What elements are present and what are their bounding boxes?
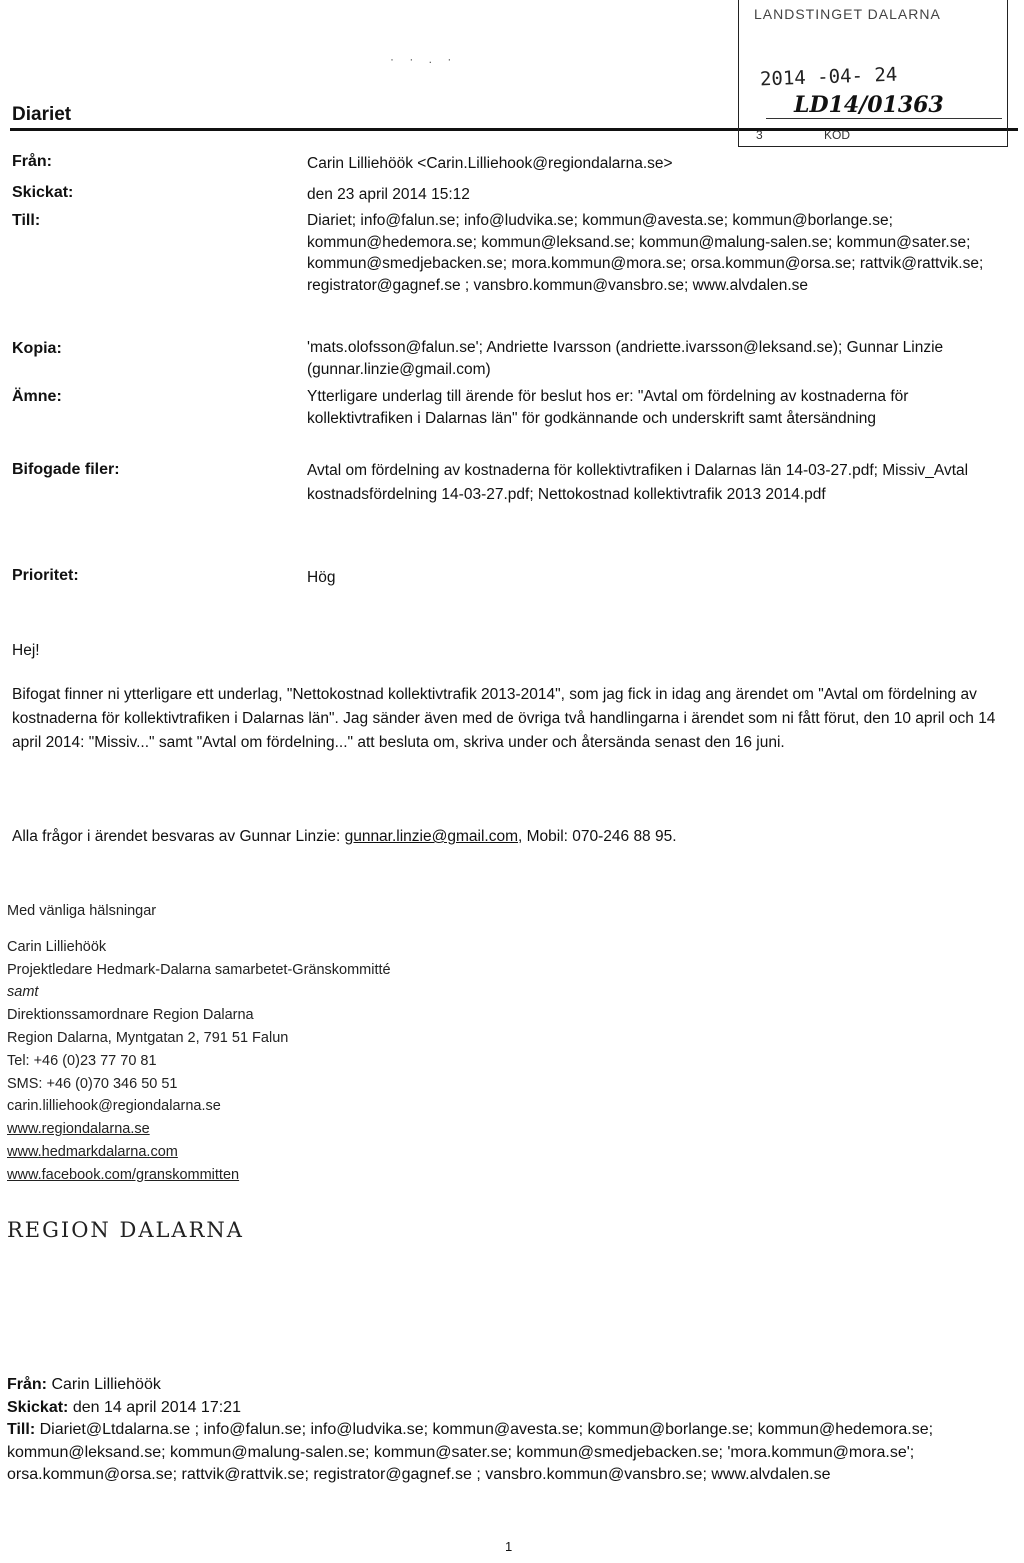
subject-value: Ytterligare underlag till ärende för beslut hos er: "Avtal om fördelning av kostnaderna för kollektivtrafiken i Dalarnas län" för godkännande och underskrift samt återsändning (307, 388, 909, 427)
cc-label: Kopia: (12, 340, 62, 357)
stamp-date: 2014 -04- 24 (759, 63, 898, 91)
stamp-bottom-row (756, 128, 850, 142)
signature-email[interactable]: carin.lilliehook@regiondalarna.se (7, 1098, 221, 1115)
priority-value: Hög (307, 569, 336, 586)
to-label: Till: (12, 212, 41, 229)
signature-samt: samt (7, 984, 39, 1001)
stamp-code-label: KOD (824, 128, 851, 142)
page-title: Diariet (12, 104, 72, 125)
stamp-divider (766, 118, 1002, 119)
forwarded-to-row (7, 1419, 1017, 1487)
greeting: Hej! (12, 642, 40, 659)
signature-web-link-1[interactable]: www.regiondalarna.se (7, 1121, 150, 1138)
body-paragraph-2-suffix: , Mobil: 070-246 88 95. (517, 828, 677, 845)
signature-role-2: Direktionssamordnare Region Dalarna (7, 1007, 254, 1024)
body-paragraph-2-text: Alla frågor i ärendet besvaras av Gunnar Linzie: (12, 828, 345, 845)
signature-web-link-3[interactable]: www.facebook.com/granskommitten (7, 1166, 240, 1183)
signature-role-1: Projektledare Hedmark-Dalarna samarbetet-Gränskommitté (7, 961, 391, 978)
from-value: Carin Lilliehöök <Carin.Lilliehook@regiondalarna.se> (307, 155, 673, 172)
to-value: Diariet; info@falun.se; info@ludvika.se; kommun@avesta.se; kommun@borlange.se; kommun@hedemora.se; kommun@leksand.se; kommun@malung-salen.se; kommun@sater.se; kommun@smedjebacken.se; mora.kommun@mora.se; orsa.kommun@orsa.se; rattvik@rattvik.se; registrator@gagnef.se ; vansbro.kommun@vansbro.se; www.alvdalen.se (307, 212, 984, 294)
body-paragraph-1: Bifogat finner ni ytterligare ett underlag, "Nettokostnad kollektivtrafik 2013-2014", som jag fick in idag ang ärendet om "Avtal om fördelning av kostnaderna för kollektivtrafiken i Dalarnas län". Jag sänder även med de övriga två handlingarna i ärendet som ni fått förut, den 10 april och 14 april 2014: "Missiv..." samt "Avtal om fördelning..." att besluta om, skriva under och återsända senast den 16 juni. (12, 686, 996, 751)
attachments-value: Avtal om fördelning av kostnaderna för kollektivtrafiken i Dalarnas län 14-03-27.pdf; Missiv_Avtal kostnadsfördelning 14-03-27.pdf; Nettokostnad kollektivtrafik 2013 2014.pdf (307, 462, 969, 503)
forwarded-to-label: Till: (7, 1421, 36, 1438)
priority-label: Prioritet: (12, 567, 79, 584)
scan-noise: · · . · (390, 52, 458, 66)
forwarded-from-row (7, 1374, 1017, 1397)
page-number: 1 (505, 1539, 513, 1554)
signature-tel: Tel: +46 (0)23 77 70 81 (7, 1052, 157, 1069)
signature-name: Carin Lilliehöök (7, 938, 107, 955)
signature-block (7, 900, 391, 1187)
signature-sms: SMS: +46 (0)70 346 50 51 (7, 1075, 178, 1092)
registration-stamp (738, 0, 1008, 148)
from-label: Från: (12, 153, 52, 170)
forwarded-sent-value: den 14 april 2014 17:21 (72, 1398, 241, 1416)
contact-email-link[interactable]: gunnar.linzie@gmail.com (344, 828, 518, 845)
signature-web-link-2[interactable]: www.hedmarkdalarna.com (7, 1143, 178, 1160)
signature-address: Region Dalarna, Myntgatan 2, 791 51 Falun (7, 1029, 289, 1046)
subject-label: Ämne: (12, 388, 62, 405)
stamp-registration-number: LD14/01363 (794, 92, 944, 118)
forwarded-sent-row (7, 1397, 1017, 1420)
forwarded-header (7, 1374, 1017, 1487)
forwarded-from-value: Carin Lilliehöök (51, 1376, 161, 1393)
sent-value: den 23 april 2014 15:12 (307, 186, 470, 203)
cc-value: 'mats.olofsson@falun.se'; Andriette Ivarsson (andriette.ivarsson@leksand.se); Gunnar Linzie (gunnar.linzie@gmail.com) (307, 339, 944, 378)
forwarded-from-label: Från: (7, 1376, 47, 1393)
stamp-organization: LANDSTINGET DALARNA (754, 6, 941, 22)
region-dalarna-logo: REGION DALARNA (7, 1218, 244, 1242)
body-paragraph-2 (12, 825, 1012, 849)
attachments-label: Bifogade filer: (12, 461, 120, 478)
forwarded-sent-label: Skickat: (7, 1398, 69, 1416)
forwarded-to-value: Diariet@Ltdalarna.se ; info@falun.se; info@ludvika.se; kommun@avesta.se; kommun@borlange.se; kommun@hedemora.se; kommun@leksand.se; kommun@malung-salen.se; kommun@sater.se; kommun@smedjebacken.se; 'mora.kommun@mora.se'; orsa.kommun@orsa.se; rattvik@rattvik.se; registrator@gagnef.se ; vansbro.kommun@vansbro.se; www.alvdalen.se (7, 1421, 934, 1483)
sent-label: Skickat: (12, 184, 74, 201)
stamp-bottom-left: 3 (756, 128, 763, 142)
signature-closing: Med vänliga hälsningar (7, 903, 157, 919)
